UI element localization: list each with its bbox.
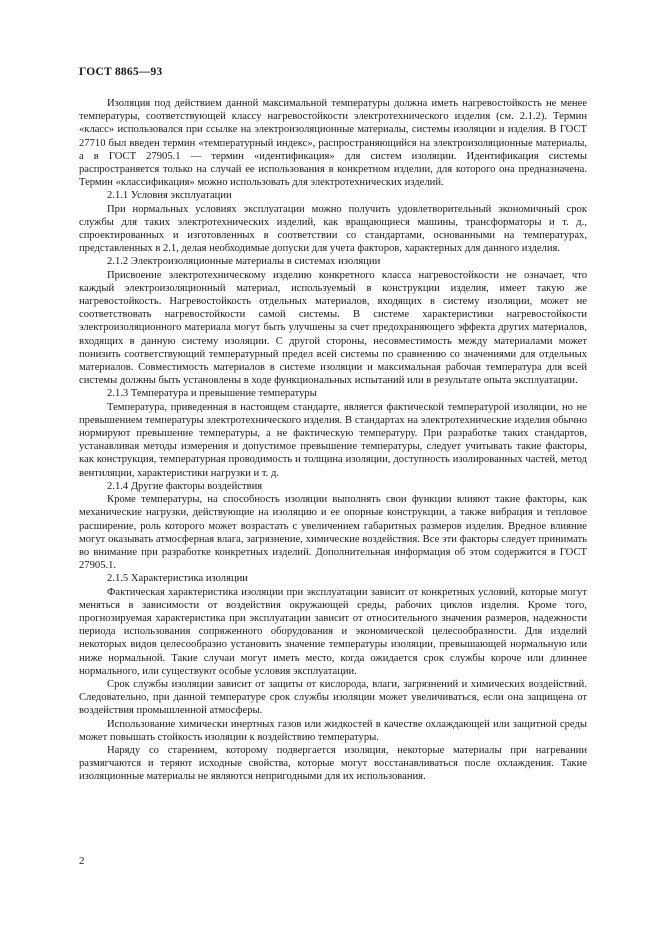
paragraph: Изоляция под действием данной максимальной температуры должна иметь нагревостойкость не менее температуры, соответствующей классу нагревостойкости электротехнического изделия (см. 2.1.2). Термин «класс» использовался при ссылке на электроизоляционные материалы, системы изоляции и изделия. В ГОСТ 27710 был введен термин «температурный индекс», распространяющийся на электроизоляционные материалы, а в ГОСТ 27905.1 — термин «идентификация» для систем изоляции. Идентификация системы распространяется только на случай ее использования в конкретном изделии, для которого она предназначена. Термин «классификация» можно использовать для электротехнических изделий. — [79, 98, 587, 189]
document-header: ГОСТ 8865—93 — [79, 66, 163, 78]
paragraph: Кроме температуры, на способность изоляции выполнять свои функции влияют такие факторы, как механические нагрузки, действующие на изоляцию и ее опорные конструкции, а также вибрация и тепловое расширение, роль которого может возрастать с увеличением габаритных размеров изделия. Вредное влияние могут оказывать атмосферная влага, загрязнение, химические воздействия. Все эти факторы следует принимать во внимание при разработке конкретных изделий. Дополнительная информация об этом содержится в ГОСТ 27905.1. — [79, 494, 587, 572]
paragraph: Фактическая характеристика изоляции при эксплуатации зависит от конкретных условий, которые могут меняться в зависимости от воздействия окружающей среды, рабочих циклов изделия. Кроме того, прогнозируемая характеристика при эксплуатации зависит от относительного значения размеров, надежности периода использования сопряженного оборудования и экономической целесообразности. Для изделий некоторых видов целесообразно установить значение температуры изоляции, превышающей нормальную или ниже нормальной. Такие случаи могут иметь место, когда ожидается срок службы короче или длиннее нормального, или существуют особые условия эксплуатации. — [79, 586, 587, 677]
section-heading: 2.1.1 Условия эксплуатации — [107, 190, 232, 202]
paragraph: Наряду со старением, которому подвергается изоляция, некоторые материалы при нагревании размягчаются и теряют исходные свойства, которые могут восстанавливаться после охлаждения. Такие изоляционные материалы не являются непригодными для их использования. — [79, 744, 587, 783]
section-heading: 2.1.2 Электроизоляционные материалы в системах изоляции — [107, 256, 381, 268]
paragraph: При нормальных условиях эксплуатации можно получить удовлетворительный экономичный срок службы для таких электротехнических изделий, как вращающиеся машины, трансформаторы и т. д., спроектированных и изготовленных в соответствии со стандартами, основанными на температурах, представленных в 2.1, делая необходимые допуски для учета факторов, характерных для данного изделия. — [79, 203, 587, 255]
paragraph: Присвоение электротехническому изделию конкретного класса нагревостойкости не означает, что каждый электроизоляционный материал, используемый в конструкции изделия, имеет такую же нагревостойкость. Нагревостойкость отдельных материалов, входящих в систему изоляции, может не соответствовать нагревостойкости самой системы. В системе характеристики нагревостойкости электроизоляционного материала могут быть улучшены за счет предохраняющего эффекта других материалов, входящих в данную систему изоляции. С другой стороны, несовместимость между материалами может понизить соответствующий температурный предел всей системы по сравнению со значениями для отдельных материалов. Совместимость материалов в системе изоляции и максимальная рабочая температура для всей системы должны быть установлены в ходе функциональных испытаний или в результате опыта эксплуатации. — [79, 269, 587, 387]
paragraph: Температура, приведенная в настоящем стандарте, является фактической температурой изоляции, но не превышением температуры электротехнического изделия. В стандартах на электротехнические изделия обычно нормируют превышение температуры, а не фактическую температуру. При разработке таких стандартов, устанавливая методы измерения и допустимое превышение температуры, следует учитывать такие факторы, как конструкция, температурная проводимость и толщина изоляции, доступность изолированных частей, метод вентиляции, характеристики нагрузки и т. д. — [79, 401, 587, 479]
paragraph: Срок службы изоляции зависит от защиты от кислорода, влаги, загрязнений и химических воздействий. Следовательно, при данной температуре срок службы изоляции может увеличиваться, если она защищена от воздействия промышленной атмосферы. — [79, 678, 587, 717]
section-heading: 2.1.4 Другие факторы воздействия — [107, 480, 263, 492]
section-heading: 2.1.3 Температура и превышение температуры — [107, 388, 317, 400]
section-heading: 2.1.5 Характеристика изоляции — [107, 573, 248, 585]
paragraph: Использование химически инертных газов или жидкостей в качестве охлаждающей или защитной среды может повышать стойкость изоляции к воздействию температуры. — [79, 718, 587, 743]
document-body — [79, 97, 587, 784]
page-number: 2 — [79, 855, 85, 867]
